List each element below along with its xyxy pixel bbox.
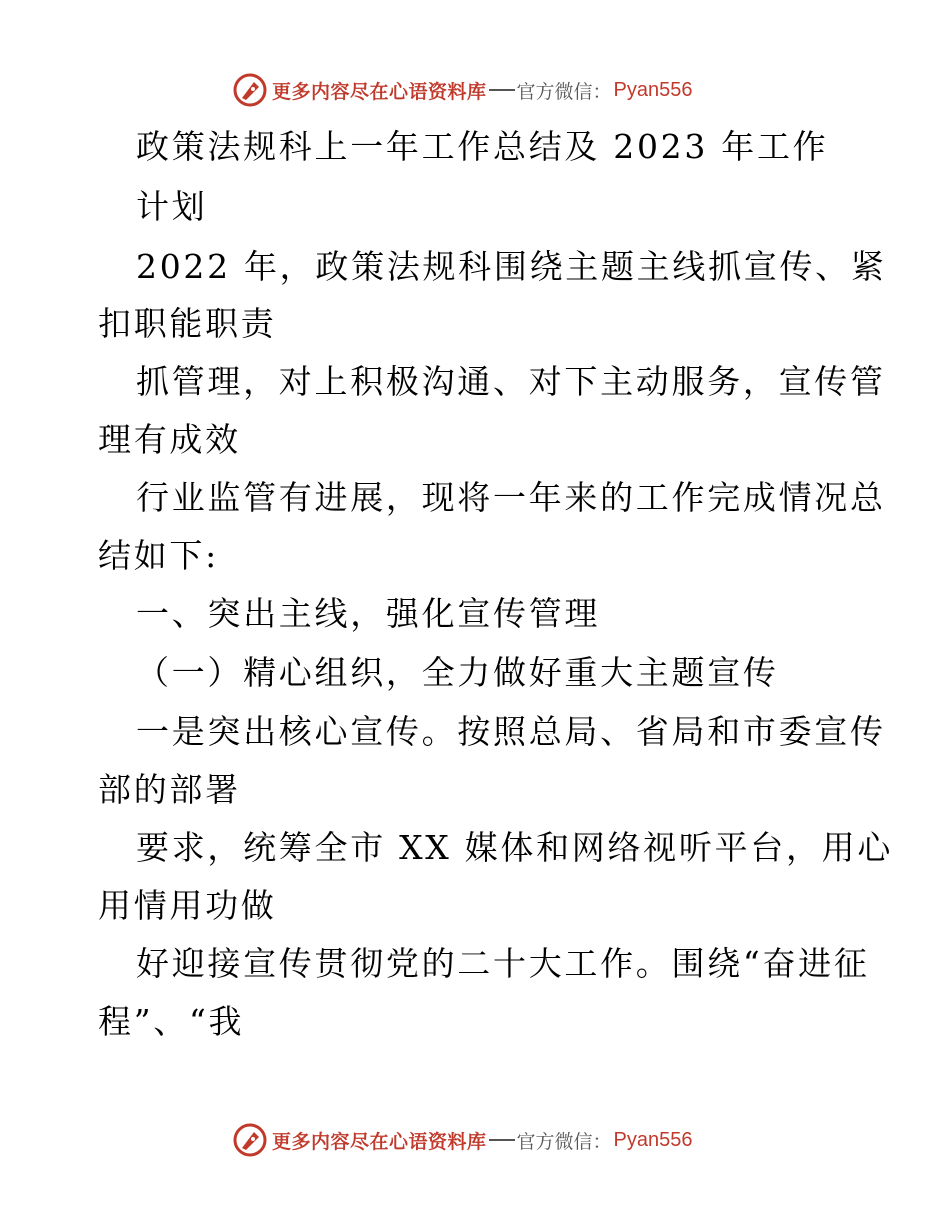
footer-watermark — [232, 1122, 693, 1158]
paragraph-line: 用情用功做 — [98, 886, 277, 925]
paragraph-line: 部的部署 — [98, 770, 241, 809]
paragraph-line: 抓管理，对上积极沟通、对下主动服务，宣传管 — [136, 362, 886, 401]
paragraph-line: 程”、“我 — [98, 1002, 245, 1041]
section-heading: 一、突出主线，强化宣传管理 — [136, 594, 601, 633]
paragraph-line: 结如下: — [98, 536, 219, 575]
pen-nib-logo-icon — [232, 72, 268, 108]
watermark-id: Pyan556 — [613, 78, 693, 101]
paragraph-line: 2022 年，政策法规科围绕主题主线抓宣传、紧 — [136, 247, 887, 286]
watermark-label: 官方微信： — [516, 1130, 612, 1153]
watermark-text: 更多内容尽在心语资料库 — [272, 1130, 487, 1153]
watermark-dash — [489, 89, 515, 91]
watermark-dash — [489, 1139, 515, 1141]
paragraph-line: 扣职能职责 — [98, 304, 277, 343]
title-line: 政策法规科上一年工作总结及 2023 年工作 — [136, 127, 829, 166]
paragraph-line: 要求，统筹全市 XX 媒体和网络视听平台，用心 — [136, 828, 894, 867]
watermark-id: Pyan556 — [613, 1128, 693, 1151]
paragraph-line: 一是突出核心宣传。按照总局、省局和市委宣传 — [136, 712, 886, 751]
watermark-text: 更多内容尽在心语资料库 — [272, 80, 487, 103]
paragraph-line: 好迎接宣传贯彻党的二十大工作。围绕“奋进征 — [136, 944, 870, 983]
watermark-label: 官方微信： — [516, 80, 612, 103]
paragraph-line: 理有成效 — [98, 420, 241, 459]
title-line: 计划 — [136, 187, 208, 226]
subsection-heading: （一）精心组织，全力做好重大主题宣传 — [136, 653, 779, 692]
paragraph-line: 行业监管有进展，现将一年来的工作完成情况总 — [136, 478, 886, 517]
pen-nib-logo-icon — [232, 1122, 268, 1158]
header-watermark — [232, 72, 693, 108]
